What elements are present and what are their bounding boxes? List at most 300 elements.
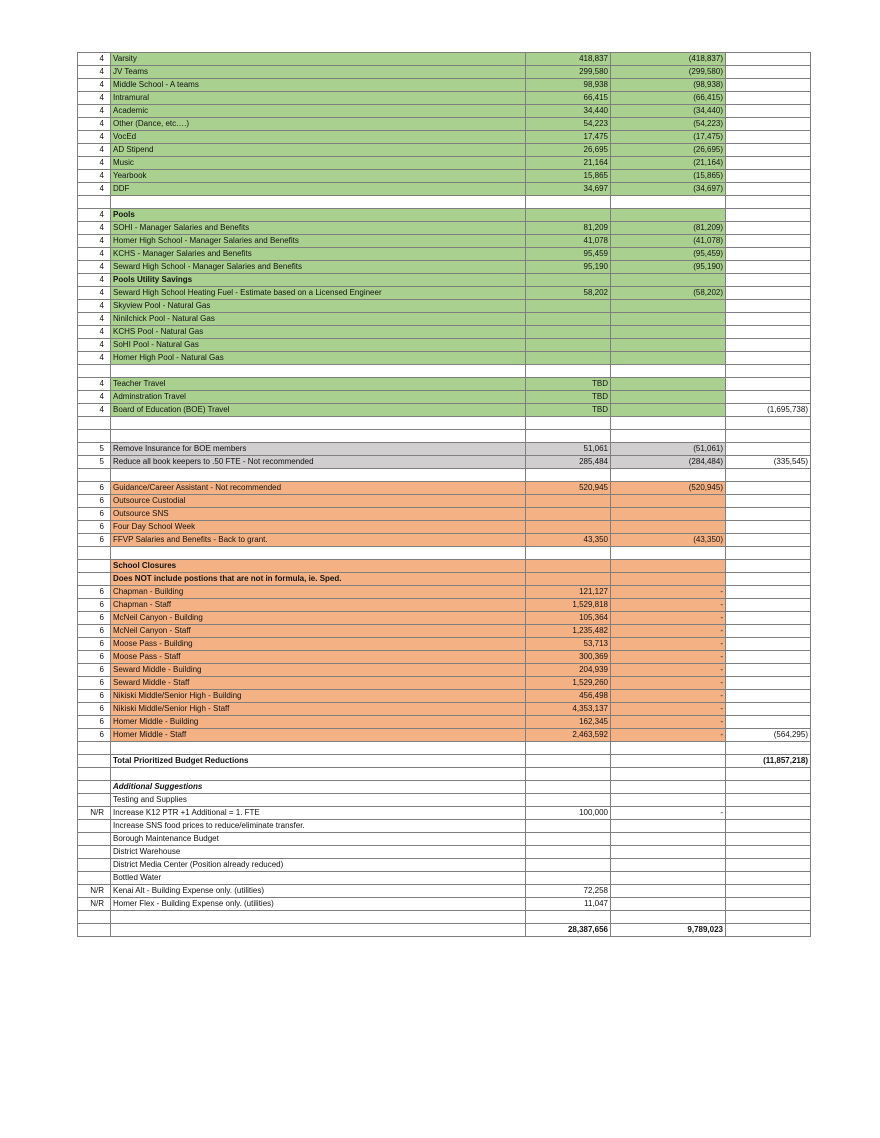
subtotal-cell: [726, 313, 811, 326]
priority-cell: 4: [78, 131, 111, 144]
reduction-cell: -: [611, 703, 726, 716]
priority-cell: 6: [78, 638, 111, 651]
description-cell: Borough Maintenance Budget: [111, 833, 526, 846]
subtotal-cell: [726, 391, 811, 404]
spacer-row: [78, 911, 811, 924]
table-row: [78, 170, 811, 183]
description-cell: McNeil Canyon - Staff: [111, 625, 526, 638]
table-row: [78, 404, 811, 417]
table-row: [78, 105, 811, 118]
priority-cell: 6: [78, 599, 111, 612]
subtotal-cell: [726, 495, 811, 508]
description-cell: Chapman - Building: [111, 586, 526, 599]
amount-cell: TBD: [526, 404, 611, 417]
amount-cell: [526, 469, 611, 482]
description-cell: Seward Middle - Building: [111, 664, 526, 677]
amount-cell: 98,938: [526, 79, 611, 92]
subtotal-cell: (564,295): [726, 729, 811, 742]
description-cell: Outsource Custodial: [111, 495, 526, 508]
amount-cell: [526, 742, 611, 755]
amount-cell: [526, 859, 611, 872]
description-cell: District Warehouse: [111, 846, 526, 859]
subtotal-cell: [726, 235, 811, 248]
priority-cell: 6: [78, 677, 111, 690]
subtotal-cell: [726, 534, 811, 547]
amount-cell: 11,047: [526, 898, 611, 911]
table-row: [78, 885, 811, 898]
priority-cell: 4: [78, 157, 111, 170]
priority-cell: [78, 742, 111, 755]
priority-cell: [78, 846, 111, 859]
spacer-row: [78, 742, 811, 755]
subtotal-cell: [726, 781, 811, 794]
priority-cell: N/R: [78, 898, 111, 911]
description-cell: KCHS Pool - Natural Gas: [111, 326, 526, 339]
table-row: [78, 859, 811, 872]
priority-cell: N/R: [78, 885, 111, 898]
table-row: [78, 508, 811, 521]
description-cell: DDF: [111, 183, 526, 196]
reduction-cell: [611, 430, 726, 443]
spacer-row: [78, 768, 811, 781]
subtotal-cell: [726, 820, 811, 833]
table-row: [78, 833, 811, 846]
amount-cell: 95,190: [526, 261, 611, 274]
reduction-cell: (95,190): [611, 261, 726, 274]
description-cell: Bottled Water: [111, 872, 526, 885]
priority-cell: 4: [78, 248, 111, 261]
budget-reductions-table: [77, 52, 811, 937]
subtotal-cell: [726, 443, 811, 456]
priority-cell: 4: [78, 170, 111, 183]
table-row: [78, 651, 811, 664]
priority-cell: 4: [78, 274, 111, 287]
amount-cell: [526, 196, 611, 209]
table-row: [78, 729, 811, 742]
amount-cell: 285,484: [526, 456, 611, 469]
reduction-cell: [611, 898, 726, 911]
subtotal-cell: [726, 222, 811, 235]
table-row: [78, 781, 811, 794]
table-row: [78, 79, 811, 92]
table-row: [78, 599, 811, 612]
table-row: [78, 300, 811, 313]
priority-cell: [78, 833, 111, 846]
reduction-cell: [611, 794, 726, 807]
table-row: [78, 274, 811, 287]
subtotal-cell: [726, 170, 811, 183]
description-cell: Increase K12 PTR +1 Additional = 1. FTE: [111, 807, 526, 820]
subtotal-cell: [726, 417, 811, 430]
reduction-cell: (520,945): [611, 482, 726, 495]
reduction-cell: (95,459): [611, 248, 726, 261]
reduction-cell: [611, 352, 726, 365]
subtotal-cell: [726, 664, 811, 677]
reduction-cell: [611, 573, 726, 586]
priority-cell: 4: [78, 105, 111, 118]
amount-cell: 520,945: [526, 482, 611, 495]
amount-cell: [526, 508, 611, 521]
amount-cell: 34,440: [526, 105, 611, 118]
amount-cell: 66,415: [526, 92, 611, 105]
priority-cell: 6: [78, 703, 111, 716]
reduction-cell: [611, 378, 726, 391]
subtotal-cell: [726, 846, 811, 859]
amount-cell: 81,209: [526, 222, 611, 235]
priority-cell: [78, 911, 111, 924]
priority-cell: 4: [78, 261, 111, 274]
table-row: [78, 209, 811, 222]
description-cell: Does NOT include postions that are not in formula, ie. Sped.: [111, 573, 526, 586]
reduction-cell: (418,837): [611, 53, 726, 66]
spacer-row: [78, 469, 811, 482]
table-row: [78, 534, 811, 547]
amount-cell: 26,695: [526, 144, 611, 157]
reduction-cell: (58,202): [611, 287, 726, 300]
amount-cell: [526, 521, 611, 534]
description-cell: Testing and Supplies: [111, 794, 526, 807]
subtotal-cell: [726, 924, 811, 937]
reduction-cell: [611, 885, 726, 898]
description-cell: [111, 547, 526, 560]
amount-cell: [526, 495, 611, 508]
subtotal-cell: [726, 430, 811, 443]
amount-cell: [526, 365, 611, 378]
reduction-cell: [611, 339, 726, 352]
priority-cell: [78, 872, 111, 885]
amount-cell: 299,580: [526, 66, 611, 79]
description-cell: [111, 417, 526, 430]
amount-cell: [526, 300, 611, 313]
priority-cell: [78, 820, 111, 833]
priority-cell: 4: [78, 235, 111, 248]
description-cell: [111, 196, 526, 209]
description-cell: Seward Middle - Staff: [111, 677, 526, 690]
table-row: [78, 183, 811, 196]
description-cell: SOHI - Manager Salaries and Benefits: [111, 222, 526, 235]
table-row: [78, 716, 811, 729]
description-cell: Music: [111, 157, 526, 170]
description-cell: SoHI Pool - Natural Gas: [111, 339, 526, 352]
subtotal-cell: [726, 547, 811, 560]
description-cell: Academic: [111, 105, 526, 118]
description-cell: School Closures: [111, 560, 526, 573]
subtotal-cell: [726, 378, 811, 391]
reduction-cell: [611, 313, 726, 326]
table-row: [78, 898, 811, 911]
table-row: [78, 326, 811, 339]
subtotal-cell: [726, 586, 811, 599]
amount-cell: 28,387,656: [526, 924, 611, 937]
priority-cell: 4: [78, 287, 111, 300]
amount-cell: 17,475: [526, 131, 611, 144]
amount-cell: 105,364: [526, 612, 611, 625]
priority-cell: 4: [78, 144, 111, 157]
priority-cell: [78, 781, 111, 794]
table-row: [78, 261, 811, 274]
amount-cell: [526, 313, 611, 326]
spacer-row: [78, 365, 811, 378]
description-cell: [111, 469, 526, 482]
amount-cell: 15,865: [526, 170, 611, 183]
reduction-cell: [611, 209, 726, 222]
reduction-cell: [611, 911, 726, 924]
reduction-cell: [611, 196, 726, 209]
description-cell: Homer High School - Manager Salaries and Benefits: [111, 235, 526, 248]
subtotal-cell: [726, 508, 811, 521]
reduction-cell: 9,789,023: [611, 924, 726, 937]
subtotal-cell: [726, 612, 811, 625]
amount-cell: 1,529,260: [526, 677, 611, 690]
priority-cell: 4: [78, 378, 111, 391]
description-cell: Outsource SNS: [111, 508, 526, 521]
table-row: [78, 872, 811, 885]
reduction-cell: [611, 326, 726, 339]
description-cell: Homer Flex - Building Expense only. (utilities): [111, 898, 526, 911]
amount-cell: 121,127: [526, 586, 611, 599]
reduction-cell: [611, 781, 726, 794]
priority-cell: [78, 469, 111, 482]
table-body: [78, 53, 811, 937]
subtotal-cell: [726, 521, 811, 534]
amount-cell: 300,369: [526, 651, 611, 664]
amount-cell: 162,345: [526, 716, 611, 729]
amount-cell: 34,697: [526, 183, 611, 196]
priority-cell: 6: [78, 534, 111, 547]
amount-cell: [526, 911, 611, 924]
priority-cell: 6: [78, 625, 111, 638]
reduction-cell: (66,415): [611, 92, 726, 105]
reduction-cell: [611, 547, 726, 560]
subtotal-cell: [726, 807, 811, 820]
reduction-cell: [611, 391, 726, 404]
description-cell: Chapman - Staff: [111, 599, 526, 612]
subtotal-cell: [726, 599, 811, 612]
subtotal-cell: (335,545): [726, 456, 811, 469]
table-row: [78, 612, 811, 625]
table-row: [78, 482, 811, 495]
subtotal-cell: [726, 482, 811, 495]
amount-cell: [526, 846, 611, 859]
description-cell: District Media Center (Position already reduced): [111, 859, 526, 872]
subtotal-cell: [726, 885, 811, 898]
priority-cell: 6: [78, 482, 111, 495]
subtotal-cell: [726, 274, 811, 287]
description-cell: Homer Middle - Building: [111, 716, 526, 729]
description-cell: Skyview Pool - Natural Gas: [111, 300, 526, 313]
subtotal-cell: [726, 638, 811, 651]
amount-cell: [526, 833, 611, 846]
reduction-cell: [611, 859, 726, 872]
priority-cell: [78, 547, 111, 560]
table-row: [78, 677, 811, 690]
reduction-cell: (15,865): [611, 170, 726, 183]
amount-cell: 418,837: [526, 53, 611, 66]
subtotal-cell: [726, 131, 811, 144]
description-cell: [111, 911, 526, 924]
subtotal-cell: [726, 300, 811, 313]
amount-cell: 456,498: [526, 690, 611, 703]
description-cell: KCHS - Manager Salaries and Benefits: [111, 248, 526, 261]
priority-cell: [78, 794, 111, 807]
priority-cell: [78, 755, 111, 768]
subtotal-cell: [726, 625, 811, 638]
subtotal-cell: [726, 911, 811, 924]
priority-cell: 6: [78, 521, 111, 534]
description-cell: AD Stipend: [111, 144, 526, 157]
subtotal-cell: [726, 248, 811, 261]
reduction-cell: [611, 521, 726, 534]
table-row: [78, 248, 811, 261]
table-row: [78, 573, 811, 586]
description-cell: Varsity: [111, 53, 526, 66]
description-cell: McNeil Canyon - Building: [111, 612, 526, 625]
table-row: [78, 638, 811, 651]
reduction-cell: (34,440): [611, 105, 726, 118]
amount-cell: [526, 209, 611, 222]
subtotal-cell: [726, 144, 811, 157]
reduction-cell: [611, 417, 726, 430]
amount-cell: [526, 547, 611, 560]
description-cell: VocEd: [111, 131, 526, 144]
reduction-cell: [611, 872, 726, 885]
description-cell: Seward High School Heating Fuel - Estimate based on a Licensed Engineer: [111, 287, 526, 300]
subtotal-cell: [726, 183, 811, 196]
description-cell: Increase SNS food prices to reduce/eliminate transfer.: [111, 820, 526, 833]
table-row: [78, 794, 811, 807]
reduction-cell: [611, 404, 726, 417]
subtotal-cell: [726, 118, 811, 131]
amount-cell: [526, 430, 611, 443]
subtotal-cell: [726, 339, 811, 352]
priority-cell: 5: [78, 456, 111, 469]
description-cell: Other (Dance, etc….): [111, 118, 526, 131]
priority-cell: [78, 924, 111, 937]
amount-cell: 100,000: [526, 807, 611, 820]
amount-cell: TBD: [526, 378, 611, 391]
priority-cell: 4: [78, 183, 111, 196]
description-cell: Pools Utility Savings: [111, 274, 526, 287]
reduction-cell: -: [611, 716, 726, 729]
reduction-cell: [611, 768, 726, 781]
reduction-cell: (34,697): [611, 183, 726, 196]
priority-cell: [78, 196, 111, 209]
priority-cell: N/R: [78, 807, 111, 820]
amount-cell: 1,235,482: [526, 625, 611, 638]
subtotal-cell: [726, 261, 811, 274]
amount-cell: TBD: [526, 391, 611, 404]
description-cell: Total Prioritized Budget Reductions: [111, 755, 526, 768]
subtotal-cell: (1,695,738): [726, 404, 811, 417]
table-row: [78, 222, 811, 235]
amount-cell: [526, 352, 611, 365]
reduction-cell: [611, 833, 726, 846]
subtotal-cell: [726, 872, 811, 885]
table-row: [78, 92, 811, 105]
reduction-cell: (81,209): [611, 222, 726, 235]
subtotal-cell: [726, 196, 811, 209]
priority-cell: 4: [78, 92, 111, 105]
reduction-cell: (54,223): [611, 118, 726, 131]
subtotal-cell: [726, 742, 811, 755]
amount-cell: [526, 326, 611, 339]
reduction-cell: [611, 742, 726, 755]
amount-cell: 204,939: [526, 664, 611, 677]
subtotal-cell: [726, 859, 811, 872]
reduction-cell: -: [611, 807, 726, 820]
subtotal-cell: [726, 833, 811, 846]
reduction-cell: [611, 495, 726, 508]
reduction-cell: -: [611, 612, 726, 625]
table-row: [78, 521, 811, 534]
priority-cell: 4: [78, 209, 111, 222]
table-row: [78, 118, 811, 131]
reduction-cell: (299,580): [611, 66, 726, 79]
spacer-row: [78, 430, 811, 443]
description-cell: Yearbook: [111, 170, 526, 183]
amount-cell: 4,353,137: [526, 703, 611, 716]
table-row: [78, 846, 811, 859]
table-row: [78, 664, 811, 677]
priority-cell: 4: [78, 79, 111, 92]
description-cell: FFVP Salaries and Benefits - Back to grant.: [111, 534, 526, 547]
priority-cell: [78, 768, 111, 781]
amount-cell: [526, 417, 611, 430]
description-cell: Moose Pass - Building: [111, 638, 526, 651]
priority-cell: [78, 365, 111, 378]
subtotal-cell: [726, 66, 811, 79]
table-row: [78, 703, 811, 716]
reduction-cell: [611, 820, 726, 833]
table-row: [78, 625, 811, 638]
description-cell: Adminstration Travel: [111, 391, 526, 404]
reduction-cell: [611, 469, 726, 482]
description-cell: Guidance/Career Assistant - Not recommended: [111, 482, 526, 495]
reduction-cell: (98,938): [611, 79, 726, 92]
reduction-cell: (26,695): [611, 144, 726, 157]
description-cell: [111, 430, 526, 443]
reduction-cell: -: [611, 638, 726, 651]
reduction-cell: (51,061): [611, 443, 726, 456]
table-row: [78, 443, 811, 456]
reduction-cell: [611, 274, 726, 287]
priority-cell: [78, 859, 111, 872]
amount-cell: [526, 820, 611, 833]
amount-cell: [526, 339, 611, 352]
description-cell: Board of Education (BOE) Travel: [111, 404, 526, 417]
description-cell: Additional Suggestions: [111, 781, 526, 794]
description-cell: Teacher Travel: [111, 378, 526, 391]
description-cell: [111, 924, 526, 937]
reduction-cell: [611, 365, 726, 378]
priority-cell: 4: [78, 404, 111, 417]
priority-cell: 6: [78, 495, 111, 508]
description-cell: Middle School - A teams: [111, 79, 526, 92]
amount-cell: 2,463,592: [526, 729, 611, 742]
description-cell: Homer Middle - Staff: [111, 729, 526, 742]
subtotal-cell: [726, 352, 811, 365]
subtotal-cell: [726, 157, 811, 170]
table-row: [78, 690, 811, 703]
subtotal-cell: [726, 898, 811, 911]
amount-cell: [526, 274, 611, 287]
amount-cell: 58,202: [526, 287, 611, 300]
priority-cell: 4: [78, 391, 111, 404]
subtotal-cell: [726, 690, 811, 703]
table-row: [78, 53, 811, 66]
reduction-cell: (43,350): [611, 534, 726, 547]
amount-cell: 53,713: [526, 638, 611, 651]
